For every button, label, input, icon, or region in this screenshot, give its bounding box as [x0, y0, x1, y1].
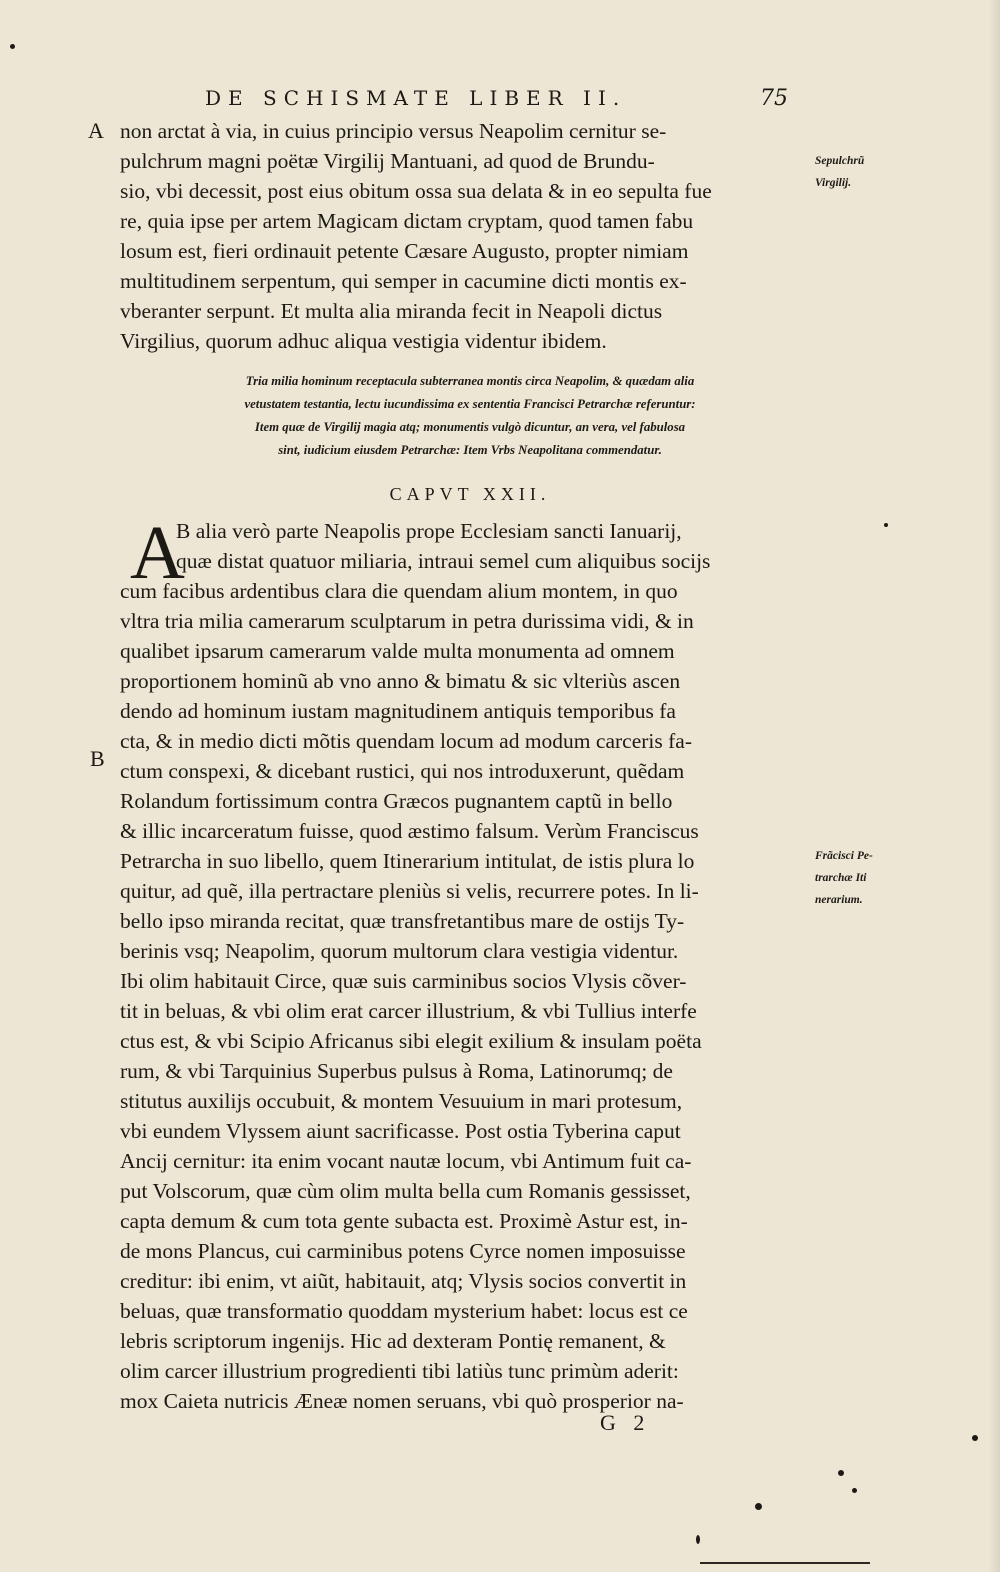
text-line: rum, & vbi Tarquinius Superbus pulsus à Roma, Latinorumq; de — [120, 1059, 673, 1083]
text-line: Rolandum fortissimum contra Græcos pugnantem captũ in bello — [120, 789, 673, 813]
folio-number: 75 — [760, 86, 788, 111]
text-line: pulchrum magni poëtæ Virgilij Mantuani, ad quod de Brundu- — [120, 149, 655, 173]
text-line: B alia verò parte Neapolis prope Ecclesiam sancti Ianuarij, — [176, 519, 682, 543]
text-line: non arctat à via, in cuius principio versus Neapolim cernitur se- — [120, 119, 667, 143]
text-line: berinis vsq; Neapolim, quorum multorum clara vestigia videntur. — [120, 939, 679, 963]
text-line: multitudinem serpentum, qui semper in cacumine dicti montis ex- — [120, 269, 687, 293]
text-line: Ibi olim habitauit Circe, quæ suis carminibus socios Vlysis cõver- — [120, 969, 687, 993]
text-line: vbi eundem Vlyssem aiunt sacrificasse. Post ostia Tyberina caput — [120, 1119, 681, 1143]
text-line: qualibet ipsarum camerarum valde multa monumenta ad omnem — [120, 639, 675, 663]
text-line: vltra tria milia camerarum sculptarum in petra durissima vidi, & in — [120, 609, 694, 633]
text-line: ctum conspexi, & dicebant rustici, qui nos introduxerunt, quẽdam — [120, 759, 685, 783]
ink-speck — [852, 1488, 857, 1493]
text-line: sio, vbi decessit, post eius obitum ossa sua delata & in eo sepulta fue — [120, 179, 712, 203]
margin-note-virgilij: Virgilij. — [815, 177, 852, 189]
margin-note-petrarcha: Frãcisci Pe- — [815, 850, 873, 862]
text-line: proportionem hominũ ab vno anno & bimatu & sic vlteriùs ascen — [120, 669, 681, 693]
page-edge-rule — [700, 1562, 870, 1564]
signature-mark: G 2 — [600, 1410, 651, 1435]
text-line: & illic incarceratum fuisse, quod æstimo falsum. Verùm Franciscus — [120, 819, 699, 843]
chapter-title: CAPVT XXII. — [389, 484, 551, 504]
page-shadow — [988, 0, 1000, 1572]
text-line: lebris scriptorum ingenijs. Hic ad dexteram Pontię remanent, & — [120, 1329, 666, 1353]
chapter-summary-line: Tria milia hominum receptacula subterranea montis circa Neapolim, & quædam alia — [245, 374, 695, 388]
text-line: quæ distat quatuor miliaria, intraui semel cum aliquibus socijs — [176, 549, 711, 573]
chapter-summary-line: Item quæ de Virgilij magia atq; monumentis vulgò dicuntur, an vera, vel fabulosa — [254, 420, 686, 434]
text-line: Petrarcha in suo libello, quem Itinerarium intitulat, de istis plura lo — [120, 849, 695, 873]
margin-note-petrarcha: nerarium. — [815, 894, 863, 906]
margin-note-sepulchrum: Sepulchrũ — [815, 155, 865, 167]
ink-speck — [10, 44, 15, 49]
text-line: dendo ad hominum iustam magnitudinem antiquis temporibus fa — [120, 699, 676, 723]
section-marker-a: A — [88, 118, 104, 143]
text-line: olim carcer illustrium progredienti tibi latiùs tunc primùm aderit: — [120, 1359, 679, 1383]
text-line: quitur, ad quẽ, illa pertractare pleniùs si velis, recurrere potes. In li- — [120, 879, 699, 903]
drop-cap: A — [130, 511, 185, 595]
text-line: de mons Plancus, cui carminibus potens Cyrce nomen imposuisse — [120, 1239, 686, 1263]
text-line: cum facibus ardentibus clara die quendam alium montem, in quo — [120, 579, 678, 603]
text-line: mox Caieta nutricis Æneæ nomen seruans, vbi quò prosperior na- — [120, 1389, 684, 1413]
margin-note-petrarcha: trarchæ Iti — [815, 872, 867, 884]
text-line: Ancij cernitur: ita enim vocant nautæ locum, vbi Antimum fuit ca- — [120, 1149, 692, 1173]
ink-speck — [838, 1470, 844, 1476]
chapter-summary-line: vetustatem testantia, lectu iucundissima ex sententia Francisci Petrarchæ referuntur: — [244, 397, 696, 411]
text-line: creditur: ibi enim, vt aiũt, habitauit, atq; Vlysis socios convertit in — [120, 1269, 687, 1293]
text-line: losum est, fieri ordinauit petente Cæsare Augusto, propter nimiam — [120, 239, 689, 263]
running-head: DE SCHISMATE LIBER II. — [205, 86, 627, 110]
section-marker-b: B — [90, 746, 105, 771]
ink-speck — [972, 1435, 978, 1441]
text-line: Virgilius, quorum adhuc aliqua vestigia videntur ibidem. — [120, 329, 607, 353]
text-line: stitutus auxilijs occubuit, & montem Vesuuium in mari protesum, — [120, 1089, 683, 1113]
ink-speck — [884, 523, 888, 527]
ink-speck — [696, 1535, 700, 1544]
text-line: put Volscorum, quæ cùm olim multa bella cum Romanis gessisset, — [120, 1179, 691, 1203]
text-line: cta, & in medio dicti mõtis quendam locum ad modum carceris fa- — [120, 729, 692, 753]
text-line: beluas, quæ transformatio quoddam mysterium habet: locus est ce — [120, 1299, 688, 1323]
ink-speck — [755, 1503, 762, 1510]
text-line: re, quia ipse per artem Magicam dictam cryptam, quod tamen fabu — [120, 209, 694, 233]
text-line: capta demum & cum tota gente subacta est. Proximè Astur est, in- — [120, 1209, 688, 1233]
text-line: tit in beluas, & vbi olim erat carcer illustrium, & vbi Tullius interfe — [120, 999, 697, 1023]
text-line: bello ipso miranda recitat, quæ transfretantibus mare de ostijs Ty- — [120, 909, 685, 933]
text-line: ctus est, & vbi Scipio Africanus sibi elegit exilium & insulam poëta — [120, 1029, 702, 1053]
text-line: vberanter serpunt. Et multa alia miranda fecit in Neapoli dictus — [120, 299, 663, 323]
chapter-summary-line: sint, iudicium eiusdem Petrarchæ: Item Vrbs Neapolitana commendatur. — [278, 443, 662, 457]
